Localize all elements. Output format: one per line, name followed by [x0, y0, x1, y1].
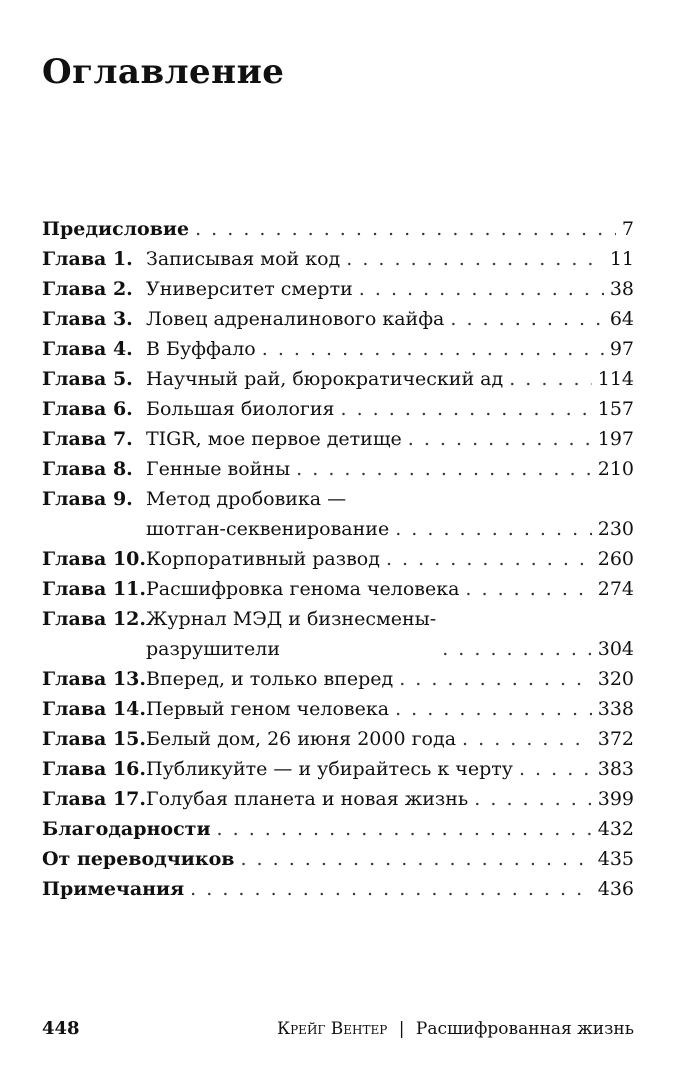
- toc-entry-label: Глава 16.: [42, 758, 147, 780]
- toc-entry-label: Глава 7.: [42, 428, 133, 450]
- toc-entry-title: Расшифровка генома человека: [146, 578, 460, 600]
- leader-dots: [395, 514, 592, 544]
- toc-page-number: 7: [621, 218, 634, 240]
- toc-page-number: 230: [597, 518, 634, 540]
- toc-entry-chapter-12[interactable]: [42, 604, 634, 664]
- toc-entry-chapter-4[interactable]: [42, 334, 634, 364]
- toc-page-number: 64: [609, 308, 634, 330]
- toc-page-number: 114: [597, 368, 634, 390]
- toc-page-number: 274: [597, 578, 634, 600]
- leader-dots: [240, 844, 591, 874]
- toc-entry-title-line-1: Метод дробовика —: [146, 488, 347, 510]
- toc-page-number: 320: [597, 668, 634, 690]
- leader-dots: [465, 574, 591, 604]
- leader-dots: [195, 214, 616, 244]
- toc-entry-chapter-16[interactable]: [42, 754, 634, 784]
- toc-entry-label: Примечания: [42, 878, 185, 900]
- toc-page-number: 436: [597, 878, 634, 900]
- toc-entry-title-line-2: разрушители: [146, 638, 281, 660]
- toc-page-number: 304: [597, 638, 634, 660]
- leader-dots: [399, 664, 592, 694]
- toc-entry-label: Глава 15.: [42, 728, 147, 750]
- toc-entry-title: Корпоративный развод: [146, 548, 380, 570]
- toc-page-number: 372: [597, 728, 634, 750]
- running-head-separator: |: [398, 1019, 405, 1039]
- toc-entry-chapter-2[interactable]: [42, 274, 634, 304]
- toc-entry-title: Генные войны: [146, 458, 291, 480]
- toc-entry-label: Глава 12.: [42, 608, 147, 630]
- toc-page-number: 157: [597, 398, 634, 420]
- leader-dots: [296, 454, 592, 484]
- leader-dots: [262, 334, 604, 364]
- leader-dots: [346, 244, 604, 274]
- leader-dots: [395, 694, 592, 724]
- running-head-title: Расшифрованная жизнь: [415, 1019, 634, 1039]
- leader-dots: [509, 364, 592, 394]
- toc-entry-title: [146, 604, 436, 664]
- toc-entry-chapter-7[interactable]: [42, 424, 634, 454]
- toc-page-number: 11: [609, 248, 634, 270]
- toc-page-number: 432: [597, 818, 634, 840]
- toc-entry-label: От переводчиков: [42, 848, 235, 870]
- toc-entry-label: Глава 2.: [42, 278, 133, 300]
- leader-dots: [450, 304, 603, 334]
- toc-entry-translators-note[interactable]: [42, 844, 634, 874]
- leader-dots: [474, 784, 591, 814]
- toc-entry-chapter-5[interactable]: [42, 364, 634, 394]
- toc-entry-chapter-1[interactable]: [42, 244, 634, 274]
- page-footer: [42, 1018, 634, 1039]
- leader-dots: [359, 274, 604, 304]
- toc-entry-chapter-17[interactable]: [42, 784, 634, 814]
- toc-entry-label: Глава 5.: [42, 368, 133, 390]
- toc-entry-label: Глава 9.: [42, 488, 133, 510]
- running-head: [277, 1019, 634, 1039]
- leader-dots: [519, 754, 592, 784]
- toc-entry-title: [146, 484, 389, 544]
- toc-entry-chapter-3[interactable]: [42, 304, 634, 334]
- table-of-contents: [42, 214, 634, 904]
- toc-entry-title: TIGR, мое первое детище: [146, 428, 402, 450]
- toc-entry-label: Предисловие: [42, 218, 190, 240]
- toc-page-number: 38: [609, 278, 634, 300]
- toc-entry-preface[interactable]: [42, 214, 634, 244]
- toc-entry-chapter-15[interactable]: [42, 724, 634, 754]
- leader-dots: [462, 724, 592, 754]
- toc-entry-title: Научный рай, бюрократический ад: [146, 368, 504, 390]
- toc-page-number: 197: [597, 428, 634, 450]
- toc-entry-title: Большая биология: [146, 398, 335, 420]
- toc-entry-label: Глава 1.: [42, 248, 133, 270]
- toc-entry-title: Публикуйте — и убирайтесь к черту: [146, 758, 513, 780]
- page-title: Оглавление: [42, 52, 285, 92]
- toc-page-number: 435: [597, 848, 634, 870]
- toc-page-number: 338: [597, 698, 634, 720]
- toc-entry-chapter-8[interactable]: [42, 454, 634, 484]
- toc-entry-acknowledgements[interactable]: [42, 814, 634, 844]
- toc-entry-label: Глава 8.: [42, 458, 133, 480]
- toc-page-number: 97: [609, 338, 634, 360]
- toc-entry-label: Глава 17.: [42, 788, 147, 810]
- leader-dots: [408, 424, 592, 454]
- toc-entry-label: Глава 14.: [42, 698, 147, 720]
- toc-entry-label: Глава 13.: [42, 668, 147, 690]
- leader-dots: [190, 874, 592, 904]
- toc-entry-label: Глава 11.: [42, 578, 147, 600]
- toc-entry-title-line-1: Журнал МЭД и бизнесмены-: [146, 608, 437, 630]
- toc-entry-title: Белый дом, 26 июня 2000 года: [146, 728, 457, 750]
- toc-page-number: 383: [597, 758, 634, 780]
- page-number: 448: [42, 1018, 80, 1039]
- leader-dots: [386, 544, 592, 574]
- toc-entry-notes[interactable]: [42, 874, 634, 904]
- toc-entry-title-line-2: шотган-секвенирование: [146, 518, 390, 540]
- toc-entry-label: Глава 10.: [42, 548, 147, 570]
- leader-dots: [341, 394, 592, 424]
- toc-entry-label: Благодарности: [42, 818, 211, 840]
- toc-entry-chapter-11[interactable]: [42, 574, 634, 604]
- toc-page-number: 260: [597, 548, 634, 570]
- toc-entry-label: Глава 6.: [42, 398, 133, 420]
- toc-entry-title: Голубая планета и новая жизнь: [146, 788, 469, 810]
- running-head-author: Крейг Вентер: [276, 1019, 388, 1039]
- toc-entry-chapter-10[interactable]: [42, 544, 634, 574]
- toc-entry-label: Глава 3.: [42, 308, 133, 330]
- toc-entry-title: Университет смерти: [146, 278, 353, 300]
- toc-entry-title: Вперед, и только вперед: [146, 668, 394, 690]
- leader-dots: [217, 814, 592, 844]
- leader-dots: [442, 634, 592, 664]
- toc-entry-chapter-9[interactable]: [42, 484, 634, 544]
- toc-entry-title: Первый геном человека: [146, 698, 390, 720]
- toc-entry-title: Записывая мой код: [146, 248, 341, 270]
- toc-entry-chapter-6[interactable]: [42, 394, 634, 424]
- toc-entry-chapter-13[interactable]: [42, 664, 634, 694]
- toc-entry-label: Глава 4.: [42, 338, 133, 360]
- toc-page-number: 210: [597, 458, 634, 480]
- toc-entry-title: Ловец адреналинового кайфа: [146, 308, 445, 330]
- toc-entry-title: В Буффало: [146, 338, 256, 360]
- toc-page-number: 399: [597, 788, 634, 810]
- toc-entry-chapter-14[interactable]: [42, 694, 634, 724]
